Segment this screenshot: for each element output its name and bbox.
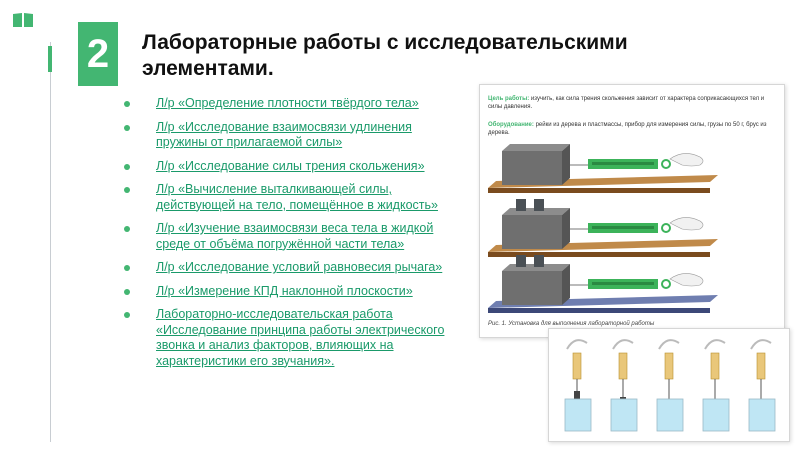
- figure-caption: Рис. 1. Установка для выполнения лабораторной работы: [488, 321, 655, 327]
- lab-list: [124, 96, 454, 377]
- lab-link-lever[interactable]: Л/р «Исследование условий равновесия рычага»: [156, 260, 443, 274]
- accent-bar: [48, 46, 52, 72]
- setup-wood-2: [488, 199, 718, 257]
- list-item: [124, 96, 454, 112]
- list-item: [124, 120, 454, 151]
- beaker-set-3: [657, 340, 683, 431]
- bullet-icon: [124, 226, 130, 232]
- spring-scale-figure: [548, 328, 790, 442]
- beaker-set-2: [611, 340, 637, 431]
- bullet-icon: [124, 265, 130, 271]
- slide-number: 2: [78, 22, 118, 86]
- goal-text: изучить, как сила трения скольжения зависит от характера соприкасающихся тел и силы давления.: [488, 96, 765, 110]
- lab-link-friction[interactable]: Л/р «Исследование силы трения скольжения»: [156, 158, 425, 173]
- beaker-set-5: [749, 340, 775, 431]
- equipment-label: Оборудование:: [488, 122, 534, 128]
- list-item: [124, 182, 454, 213]
- book-logo-icon: [12, 12, 34, 28]
- goal-label: Цель работы:: [488, 96, 530, 102]
- setup-wood-1: [488, 144, 718, 193]
- slide-title: Лабораторные работы с исследовательскими элементами.: [142, 31, 628, 80]
- friction-setup-figure: [479, 84, 785, 338]
- list-item: [124, 284, 454, 300]
- bullet-icon: [124, 289, 130, 295]
- bullet-icon: [124, 125, 130, 131]
- list-item: [124, 307, 454, 369]
- list-item: [124, 221, 454, 252]
- vertical-divider: [50, 42, 51, 442]
- lab-link-buoyancy[interactable]: Л/р «Вычисление выталкивающей силы, действующей на тело, помещённое в жидкость»: [156, 182, 438, 212]
- spring-scale-illustration: [549, 329, 789, 441]
- list-item: [124, 159, 454, 175]
- beaker-set-4: [703, 340, 729, 431]
- beaker-set-1: [565, 340, 591, 431]
- bullet-icon: [124, 187, 130, 193]
- list-item: [124, 260, 454, 276]
- lab-link-weight-in-liquid[interactable]: Л/р «Изучение взаимосвязи веса тела в жидкой среде от объёма погружённой части тела»: [156, 221, 434, 251]
- friction-setup-illustration: [480, 85, 784, 321]
- bullet-icon: [124, 101, 130, 107]
- bullet-icon: [124, 312, 130, 318]
- lab-link-bell[interactable]: Лабораторно-исследовательская работа «Исследование принципа работы электрического звонка и анализ факторов, влияющих на характеристики его звучания».: [156, 307, 445, 368]
- bullet-icon: [124, 164, 130, 170]
- setup-plastic-3: [488, 255, 718, 313]
- equipment-text: рейки из дерева и пластмассы, прибор для измерения силы, грузы по 50 г, брус из дерева.: [488, 122, 767, 136]
- lab-link-spring[interactable]: Л/р «Исследование взаимосвязи удлинения пружины от прилагаемой силы»: [156, 119, 412, 149]
- lab-link-density[interactable]: Л/р «Определение плотности твёрдого тела»: [156, 96, 419, 110]
- lab-link-incline[interactable]: Л/р «Измерение КПД наклонной плоскости»: [156, 283, 413, 298]
